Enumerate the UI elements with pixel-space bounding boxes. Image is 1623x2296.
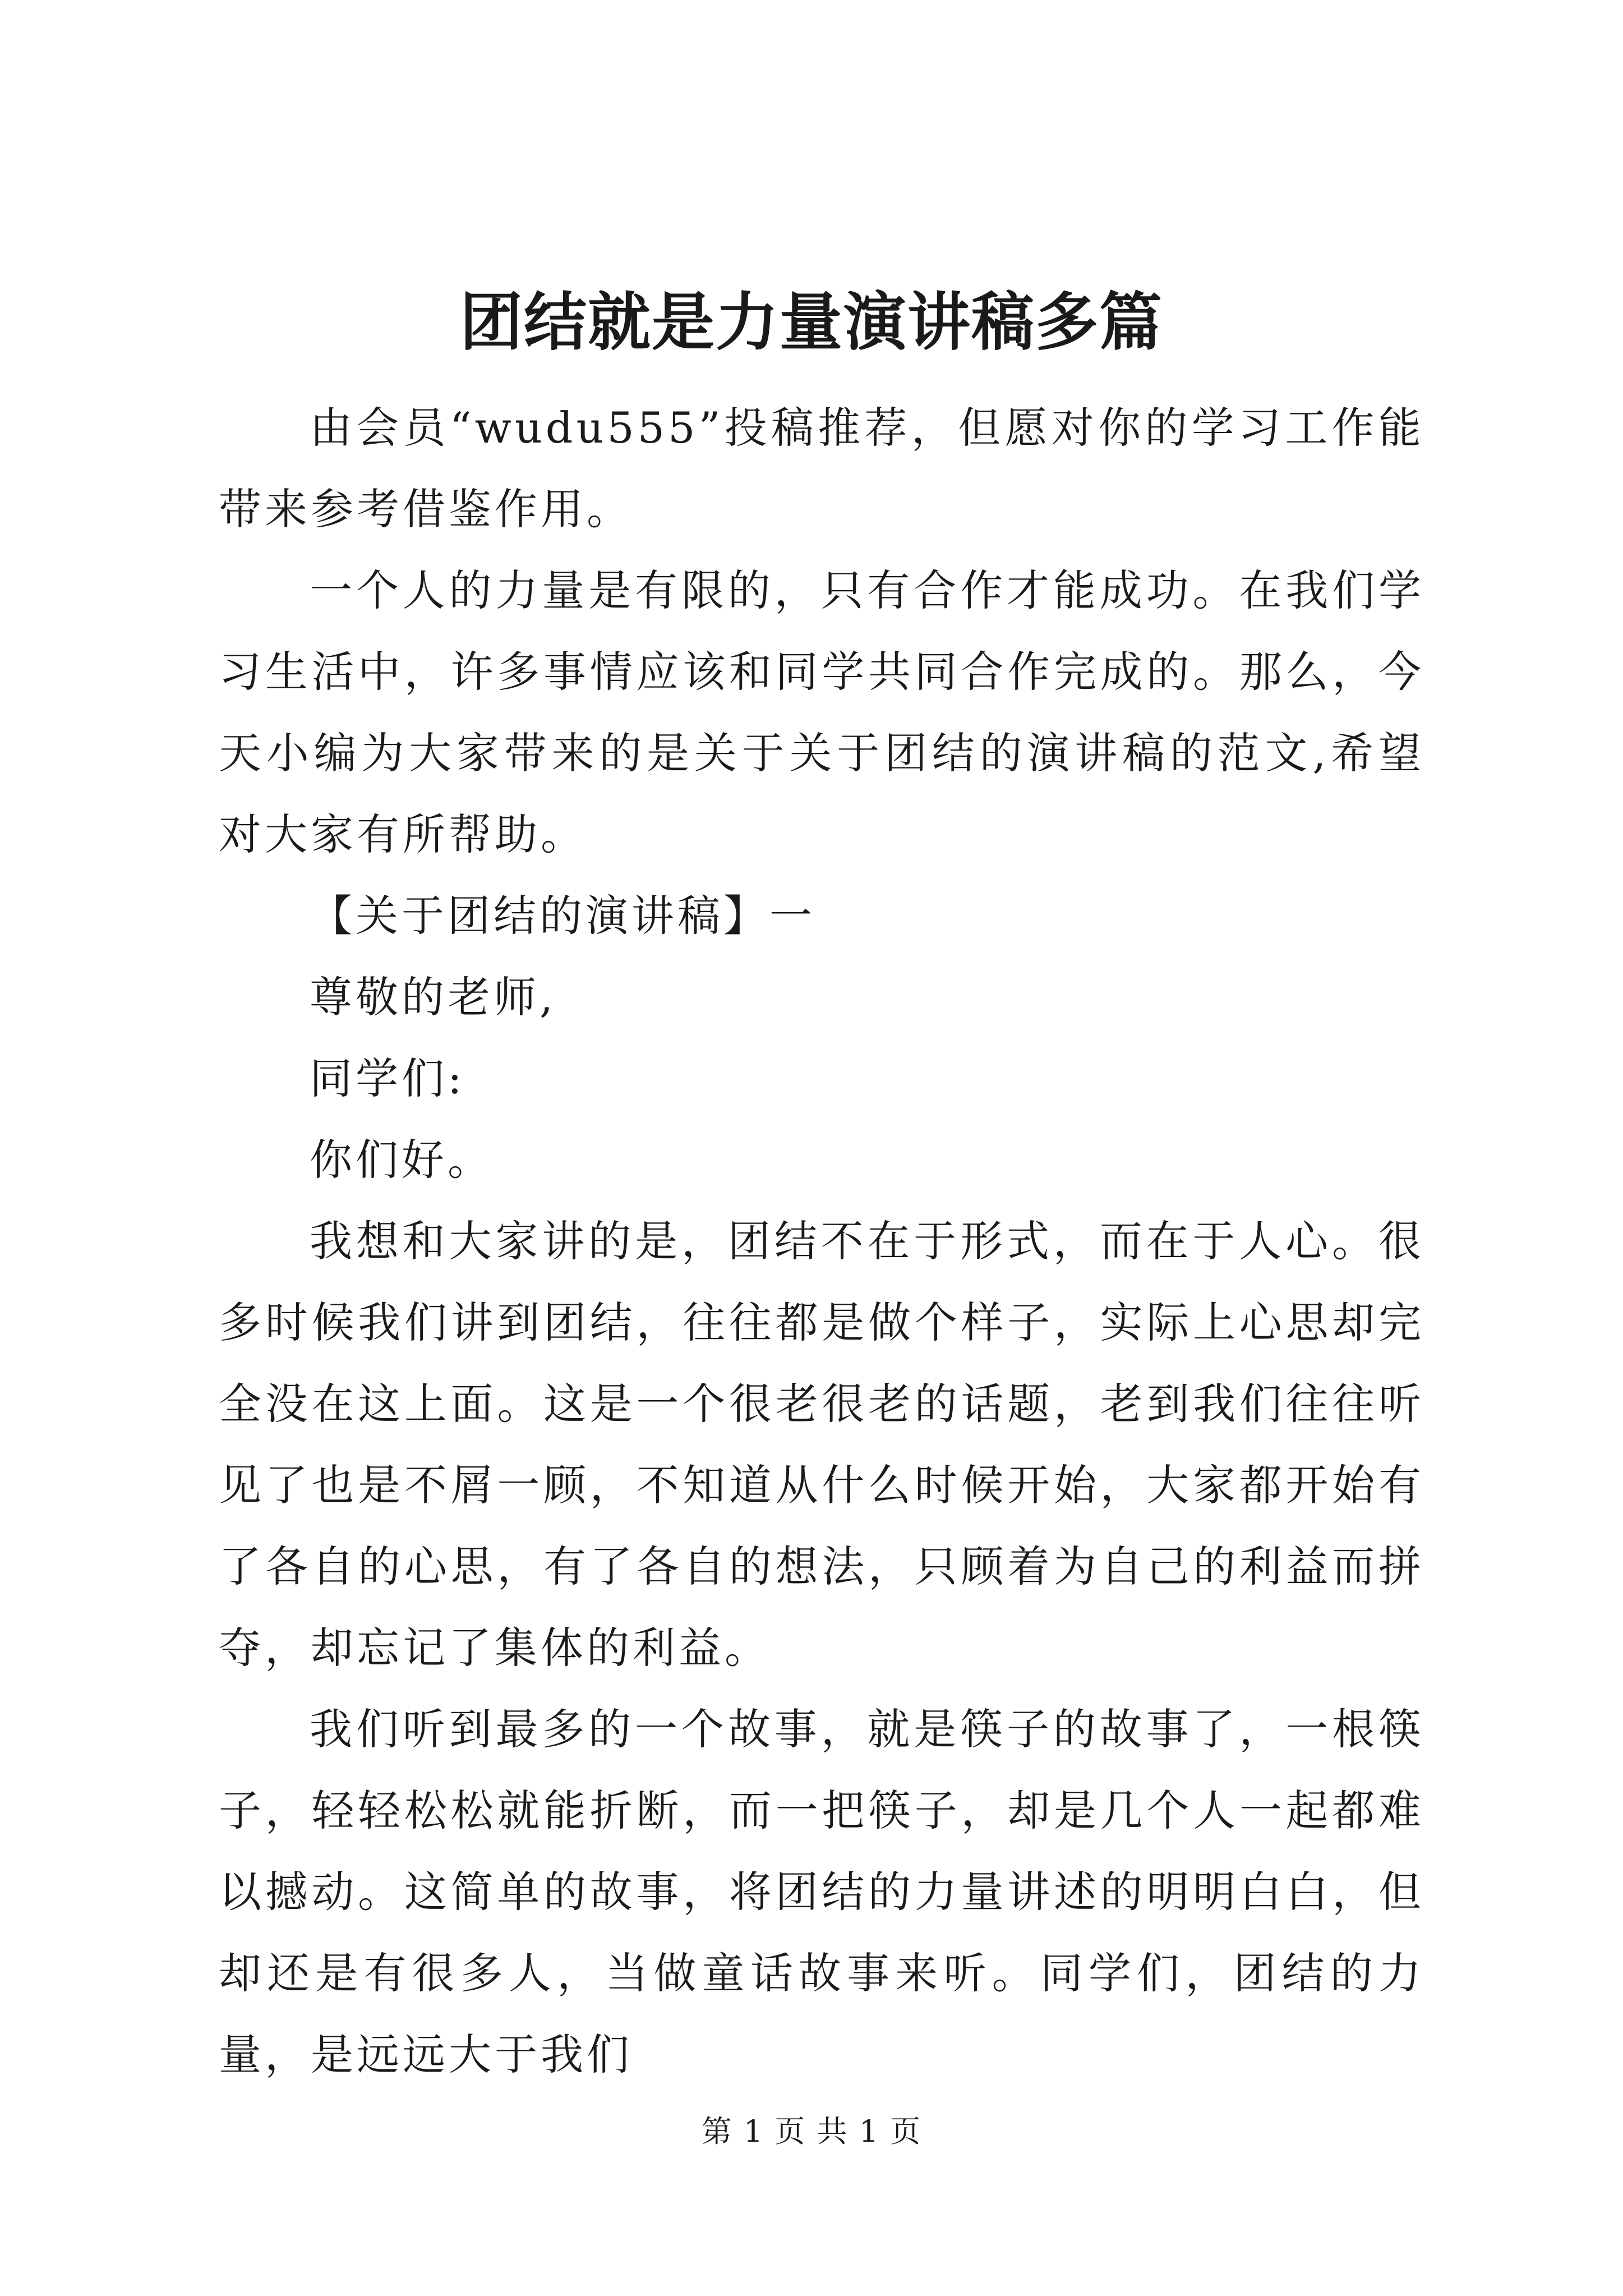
document-title: 团结就是力量演讲稿多篇 [460, 286, 1163, 359]
document-body [219, 387, 1424, 2095]
greeting: 你们好。 [310, 1135, 494, 1185]
paragraph-chopsticks-story: 我们听到最多的一个故事，就是筷子的故事了，一根筷子，轻轻松松就能折断，而一把筷子，却是几个人一起都难以撼动。这简单的故事，将团结的力量讲述的明明白白，但却还是有很多人，当做童话故事来听。同学们，团结的力量，是远远大于我们 [219, 1704, 1424, 2079]
paragraph-unity-heart: 我想和大家讲的是，团结不在于形式，而在于人心。很多时候我们讲到团结，往往都是做个样子，实际上心思却完全没在这上面。这是一个很老很老的话题，老到我们往往听见了也是不屑一顾，不知道从什么时候开始，大家都开始有了各自的心思，有了各自的想法，只顾着为自己的利益而拼夺，却忘记了集体的利益。 [219, 1216, 1424, 1673]
salutation-students: 同学们: [310, 1053, 465, 1103]
paragraph-intro: 由会员“wudu555”投稿推荐，但愿对你的学习工作能带来参考借鉴作用。 [219, 403, 1424, 534]
page-footer: 第 1 页 共 1 页 [701, 2114, 922, 2149]
salutation-teachers: 尊敬的老师, [310, 972, 557, 1022]
paragraph-summary: 一个人的力量是有限的，只有合作才能成功。在我们学习生活中，许多事情应该和同学共同合作完成的。那么，今天小编为大家带来的是关于关于团结的演讲稿的范文,希望对大家有所帮助。 [219, 565, 1424, 859]
section-heading: 【关于团结的演讲稿】一 [310, 891, 815, 941]
